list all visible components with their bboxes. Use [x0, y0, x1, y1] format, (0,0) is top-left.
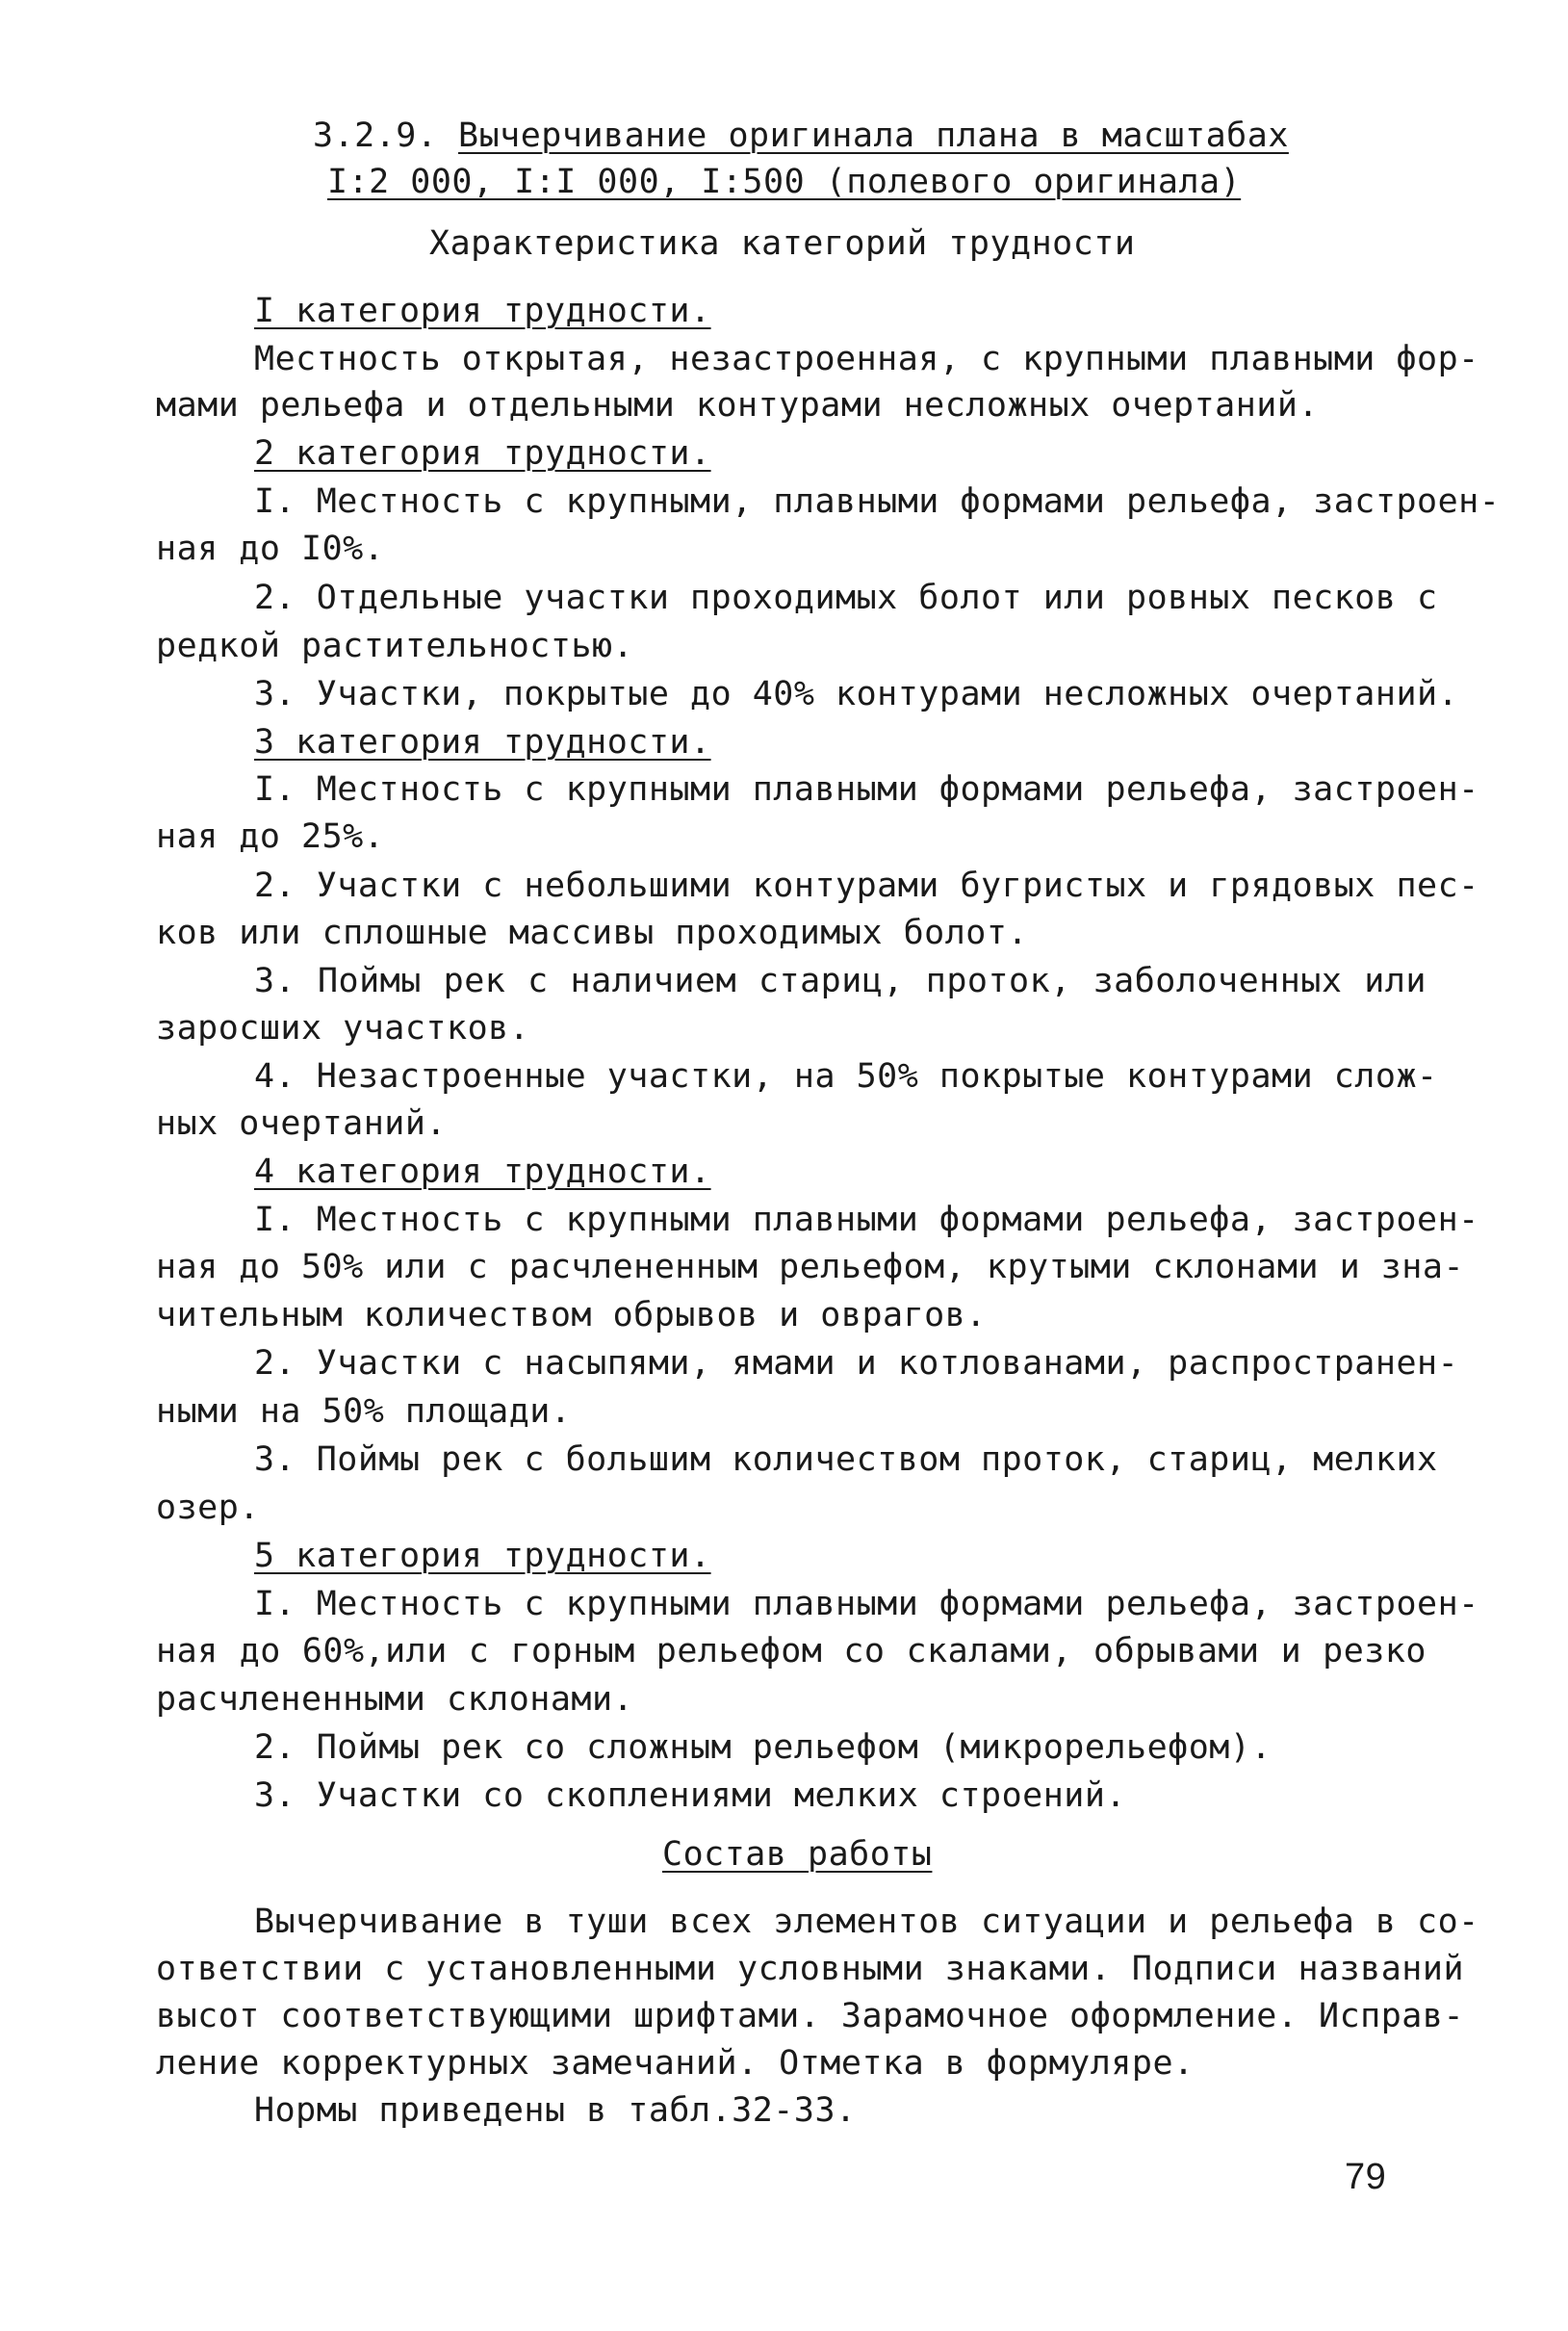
category-3-line: ных очертаний.: [156, 1104, 448, 1143]
category-3-line: 2. Участки с небольшими контурами бугристых и грядовых пес-: [254, 867, 1479, 905]
category-3-line: ная до 25%.: [156, 817, 385, 856]
category-4-title: 4 категория трудности.: [254, 1153, 711, 1191]
category-3-line: заросших участков.: [156, 1009, 530, 1048]
category-4-line: ными на 50% площади.: [156, 1392, 572, 1431]
category-4-line: ная до 50% или с расчлененным рельефом, крутыми склонами и зна-: [156, 1248, 1465, 1286]
category-4-line: озер.: [156, 1489, 260, 1527]
section-heading-line1: [313, 114, 1289, 158]
category-5-line: расчлененными склонами.: [156, 1680, 634, 1719]
category-4-line: 3. Поймы рек с большим количеством проток, стариц, мелких: [254, 1440, 1438, 1479]
composition-title: Состав работы: [662, 1835, 933, 1874]
category-4-line: 2. Участки с насыпями, ямами и котлованами, распространен-: [254, 1344, 1459, 1383]
category-1-title: I категория трудности.: [254, 292, 711, 330]
category-5-line: I. Местность с крупными плавными формами рельефа, застроен-: [254, 1585, 1479, 1623]
category-2-line: 3. Участки, покрытые до 40% контурами несложных очертаний.: [254, 675, 1459, 713]
section-title: Вычерчивание оригинала плана в масштабах: [458, 117, 1289, 155]
category-3-title: 3 категория трудности.: [254, 723, 711, 762]
composition-line: ответствии с установленными условными знаками. Подписи названий: [156, 1950, 1465, 1988]
category-3-line: ков или сплошные массивы проходимых болот.: [156, 914, 1029, 952]
category-1-line: Местность открытая, незастроенная, с крупными плавными фор-: [254, 340, 1479, 378]
composition-line: ление корректурных замечаний. Отметка в формуляре.: [156, 2044, 1195, 2083]
category-2-line: 2. Отдельные участки проходимых болот или ровных песков с: [254, 579, 1438, 617]
category-4-line: чительным количеством обрывов и оврагов.: [156, 1296, 987, 1334]
composition-line: Нормы приведены в табл.32-33.: [254, 2091, 857, 2130]
category-2-title: 2 категория трудности.: [254, 434, 711, 473]
category-1-line: мами рельефа и отдельными контурами несложных очертаний.: [156, 386, 1320, 425]
section-subtitle: Характеристика категорий трудности: [429, 224, 1136, 263]
composition-line: высот соответствующими шрифтами. Зарамочное оформление. Исправ-: [156, 1997, 1465, 2035]
category-5-line: 3. Участки со скоплениями мелких строений.: [254, 1776, 1127, 1815]
section-heading-line2: I:2 000, I:I 000, I:500 (полевого оригинала): [327, 163, 1242, 201]
category-5-line: ная до 60%,или с горным рельефом со скалами, обрывами и резко: [156, 1632, 1427, 1671]
category-5-line: 2. Поймы рек со сложным рельефом (микрорельефом).: [254, 1728, 1272, 1767]
section-number: 3.2.9.: [313, 117, 438, 155]
category-2-line: ная до I0%.: [156, 530, 385, 568]
page-number: 79: [1345, 2157, 1387, 2197]
category-4-line: I. Местность с крупными плавными формами рельефа, застроен-: [254, 1201, 1479, 1239]
category-3-line: 4. Незастроенные участки, на 50% покрытые контурами слож-: [254, 1057, 1438, 1096]
category-5-title: 5 категория трудности.: [254, 1537, 711, 1575]
category-3-line: 3. Поймы рек с наличием стариц, проток, заболоченных или: [254, 962, 1427, 1000]
composition-line: Вычерчивание в туши всех элементов ситуации и рельефа в со-: [254, 1903, 1479, 1941]
category-3-line: I. Местность с крупными плавными формами рельефа, застроен-: [254, 770, 1479, 809]
category-2-line: редкой растительностью.: [156, 627, 634, 665]
category-2-line: I. Местность с крупными, плавными формами рельефа, застроен-: [254, 482, 1501, 521]
